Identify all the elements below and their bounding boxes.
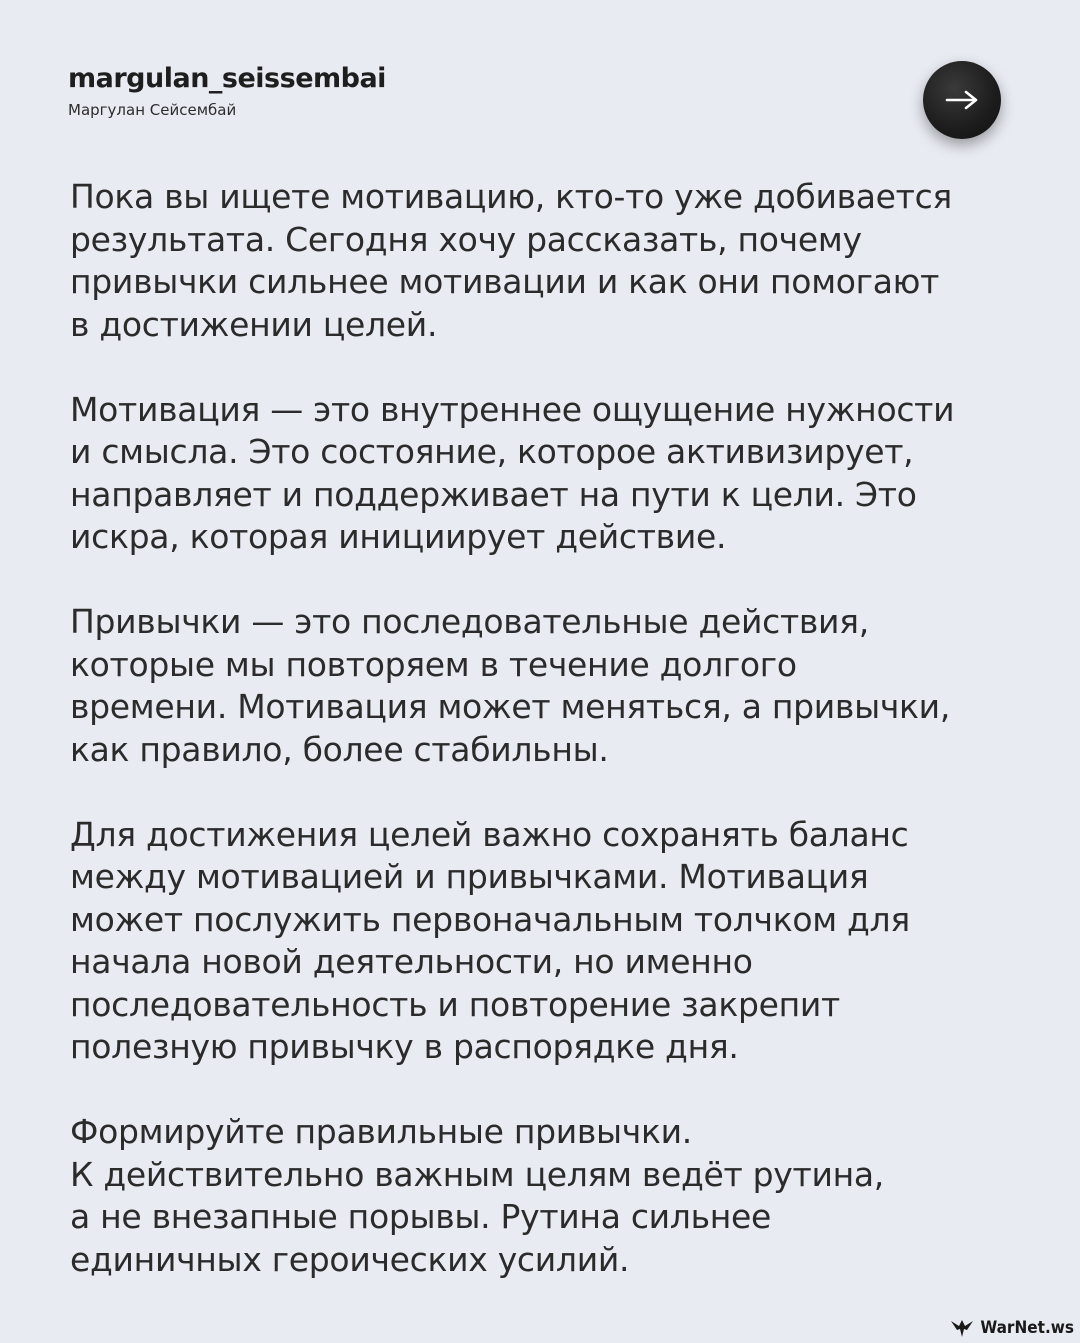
text-line: искра, которая инициирует действие. bbox=[70, 517, 727, 556]
text-line: может послужить первоначальным толчком для bbox=[70, 899, 910, 939]
text-line: между мотивацией и привычками. Мотивация bbox=[70, 857, 869, 896]
text-line: начала новой деятельности, но именно bbox=[70, 942, 753, 981]
text-line: К действительно важным целям ведёт рутина, bbox=[70, 1154, 884, 1194]
text-line: Мотивация — это внутреннее ощущение нужности bbox=[70, 389, 955, 429]
paragraph bbox=[70, 176, 1060, 346]
text-line: а не внезапные порывы. Рутина сильнее bbox=[70, 1197, 772, 1236]
text-line: в достижении целей. bbox=[70, 304, 438, 344]
arrow-right-icon bbox=[945, 90, 979, 110]
text-line: времени. Мотивация может меняться, а привычки, bbox=[70, 687, 951, 726]
text-line: привычки сильнее мотивации и как они помогают bbox=[70, 262, 940, 301]
text-line: Для достижения целей важно сохранять баланс bbox=[70, 814, 909, 854]
watermark bbox=[950, 1317, 1074, 1339]
paragraph bbox=[70, 1111, 1060, 1281]
username[interactable]: margulan_seissembai bbox=[68, 63, 386, 94]
post-text bbox=[70, 176, 1060, 1324]
text-line: направляет и поддерживает на пути к цели. Это bbox=[70, 474, 917, 514]
paragraph bbox=[70, 389, 1060, 559]
text-line: единичных героических усилий. bbox=[70, 1239, 630, 1279]
text-line: результата. Сегодня хочу рассказать, почему bbox=[70, 219, 862, 259]
watermark-text: WarNet.ws bbox=[980, 1318, 1074, 1338]
text-line: как правило, более стабильны. bbox=[70, 729, 609, 769]
profile-header bbox=[68, 62, 386, 120]
text-line: которые мы повторяем в течение долгого bbox=[70, 644, 797, 684]
text-line: Формируйте правильные привычки. bbox=[70, 1112, 692, 1151]
text-line: полезную привычку в распорядке дня. bbox=[70, 1027, 739, 1066]
text-line: и смысла. Это состояние, которое активизирует, bbox=[70, 432, 914, 471]
next-slide-button[interactable] bbox=[923, 61, 1001, 139]
full-name: Маргулан Сейсембай bbox=[68, 101, 237, 119]
paragraph bbox=[70, 814, 1060, 1069]
paragraph bbox=[70, 601, 1060, 771]
text-line: последовательность и повторение закрепит bbox=[70, 984, 840, 1024]
text-line: Пока вы ищете мотивацию, кто-то уже добивается bbox=[70, 177, 952, 216]
text-line: Привычки — это последовательные действия, bbox=[70, 602, 869, 641]
bird-logo-icon bbox=[950, 1317, 974, 1339]
